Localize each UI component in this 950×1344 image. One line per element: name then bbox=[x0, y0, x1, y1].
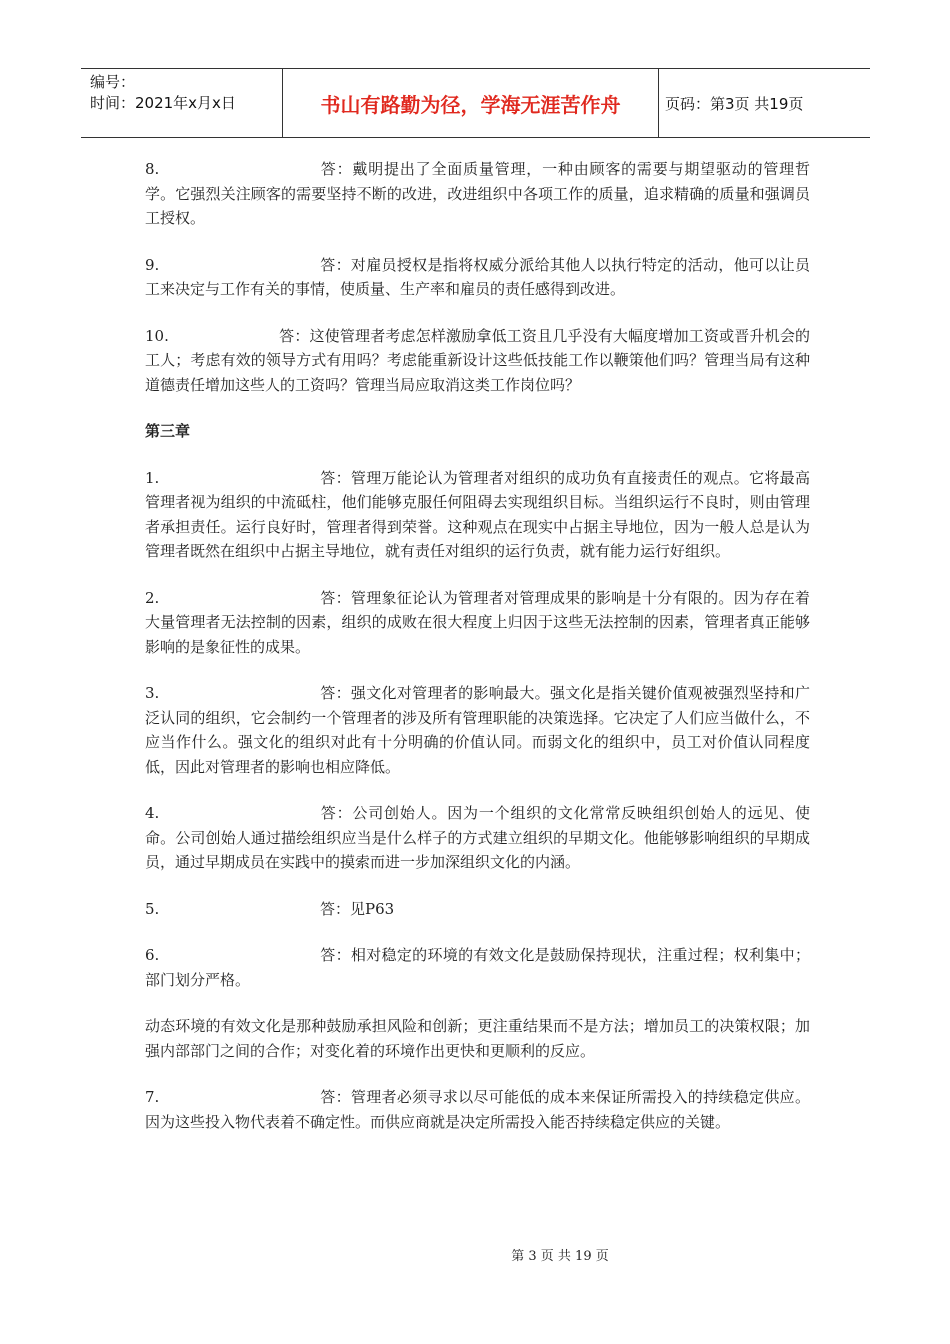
page-header bbox=[81, 68, 870, 138]
item-text: 答：公司创始人。因为一个组织的文化常常反映组织创始人的远见、使命。公司创始人通过描绘组织应当是什么样子的方式建立组织的早期文化。他能够影响组织的早期成员，通过早期成员在实践中的摸索而进一步加深组织文化的内涵。 bbox=[145, 804, 810, 871]
header-motto: 书山有路勤为径，学海无涯苦作舟 bbox=[283, 69, 659, 137]
answer-item bbox=[145, 801, 810, 875]
header-meta bbox=[81, 69, 283, 137]
item-text: 答：管理象征论认为管理者对管理成果的影响是十分有限的。因为存在着大量管理者无法控制的因素，组织的成败在很大程度上归因于这些无法控制的因素，管理者真正能够影响的是象征性的成果。 bbox=[145, 588, 810, 656]
item-text: 答：对雇员授权是指将权威分派给其他人以执行特定的活动，他可以让员工来决定与工作有关的事情，使质量、生产率和雇员的责任感得到改进。 bbox=[145, 255, 810, 298]
item-number: 9. bbox=[145, 255, 160, 274]
item-text: 答：管理者必须寻求以尽可能低的成本来保证所需投入的持续稳定供应。因为这些投入物代表着不确定性。而供应商就是决定所需投入能否持续稳定供应的关键。 bbox=[145, 1088, 810, 1131]
answer-item bbox=[145, 157, 810, 231]
item-text: 答：戴明提出了全面质量管理，一种由顾客的需要与期望驱动的管理哲学。它强烈关注顾客的需要坚持不断的改进，改进组织中各项工作的质量，追求精确的质量和强调员工授权。 bbox=[145, 160, 810, 227]
answer-item bbox=[145, 253, 810, 302]
time-label: 时间：2021年x月x日 bbox=[90, 94, 236, 112]
item-text: 答：相对稳定的环境的有效文化是鼓励保持现状，注重过程；权利集中；部门划分严格。 bbox=[145, 946, 810, 989]
item-number: 7. bbox=[145, 1088, 160, 1106]
answer-item bbox=[145, 1085, 810, 1134]
answer-item bbox=[145, 466, 810, 564]
item-number: 1. bbox=[145, 468, 160, 487]
item-text: 答：强文化对管理者的影响最大。强文化是指关键价值观被强烈坚持和广泛认同的组织，它会制约一个管理者的涉及所有管理职能的决策选择。它决定了人们应当做什么，不应当作什么。强文化的组织对此有十分明确的价值认同。而弱文化的组织中，员工对价值认同程度低，因此对管理者的影响也相应降低。 bbox=[145, 684, 810, 776]
item-number: 2. bbox=[145, 588, 160, 607]
item-text: 答：管理万能论认为管理者对组织的成功负有直接责任的观点。它将最高管理者视为组织的中流砥柱，他们能够克服任何阻碍去实现组织目标。当组织运行不良时，则由管理者承担责任。运行良好时，管理者得到荣誉。这种观点在现实中占据主导地位，因为一般人总是认为管理者既然在组织中占据主导地位，就有责任对组织的运行负责，就有能力运行好组织。 bbox=[145, 468, 810, 560]
item-number: 6. bbox=[145, 946, 160, 964]
chapter-heading: 第三章 bbox=[145, 422, 191, 440]
page-footer: 第 3 页 共 19 页 bbox=[511, 1249, 609, 1264]
answer-item-continued bbox=[145, 1014, 810, 1063]
item-number: 5. bbox=[145, 899, 160, 918]
answer-item bbox=[145, 586, 810, 660]
item-number: 8. bbox=[145, 160, 160, 178]
document-body bbox=[145, 157, 810, 1156]
answer-item bbox=[145, 943, 810, 992]
answer-item bbox=[145, 897, 810, 922]
item-number: 4. bbox=[145, 804, 160, 822]
code-label: 编号： bbox=[90, 73, 136, 91]
item-text: 动态环境的有效文化是那种鼓励承担风险和创新；更注重结果而不是方法；增加员工的决策权限；加强内部部门之间的合作；对变化着的环境作出更快和更顺利的反应。 bbox=[145, 1017, 810, 1060]
item-number: 10. bbox=[145, 326, 169, 345]
item-text: 答：见P63 bbox=[320, 899, 395, 918]
item-number: 3. bbox=[145, 684, 160, 702]
answer-item bbox=[145, 681, 810, 779]
header-page-info: 页码：第3页 共19页 bbox=[665, 94, 804, 113]
answer-item bbox=[145, 324, 810, 398]
item-text: 答：这使管理者考虑怎样激励拿低工资且几乎没有大幅度增加工资或晋升机会的工人；考虑有效的领导方式有用吗？考虑能重新设计这些低技能工作以鞭策他们吗？管理当局有这种道德责任增加这些人的工资吗？管理当局应取消这类工作岗位吗？ bbox=[145, 326, 810, 394]
